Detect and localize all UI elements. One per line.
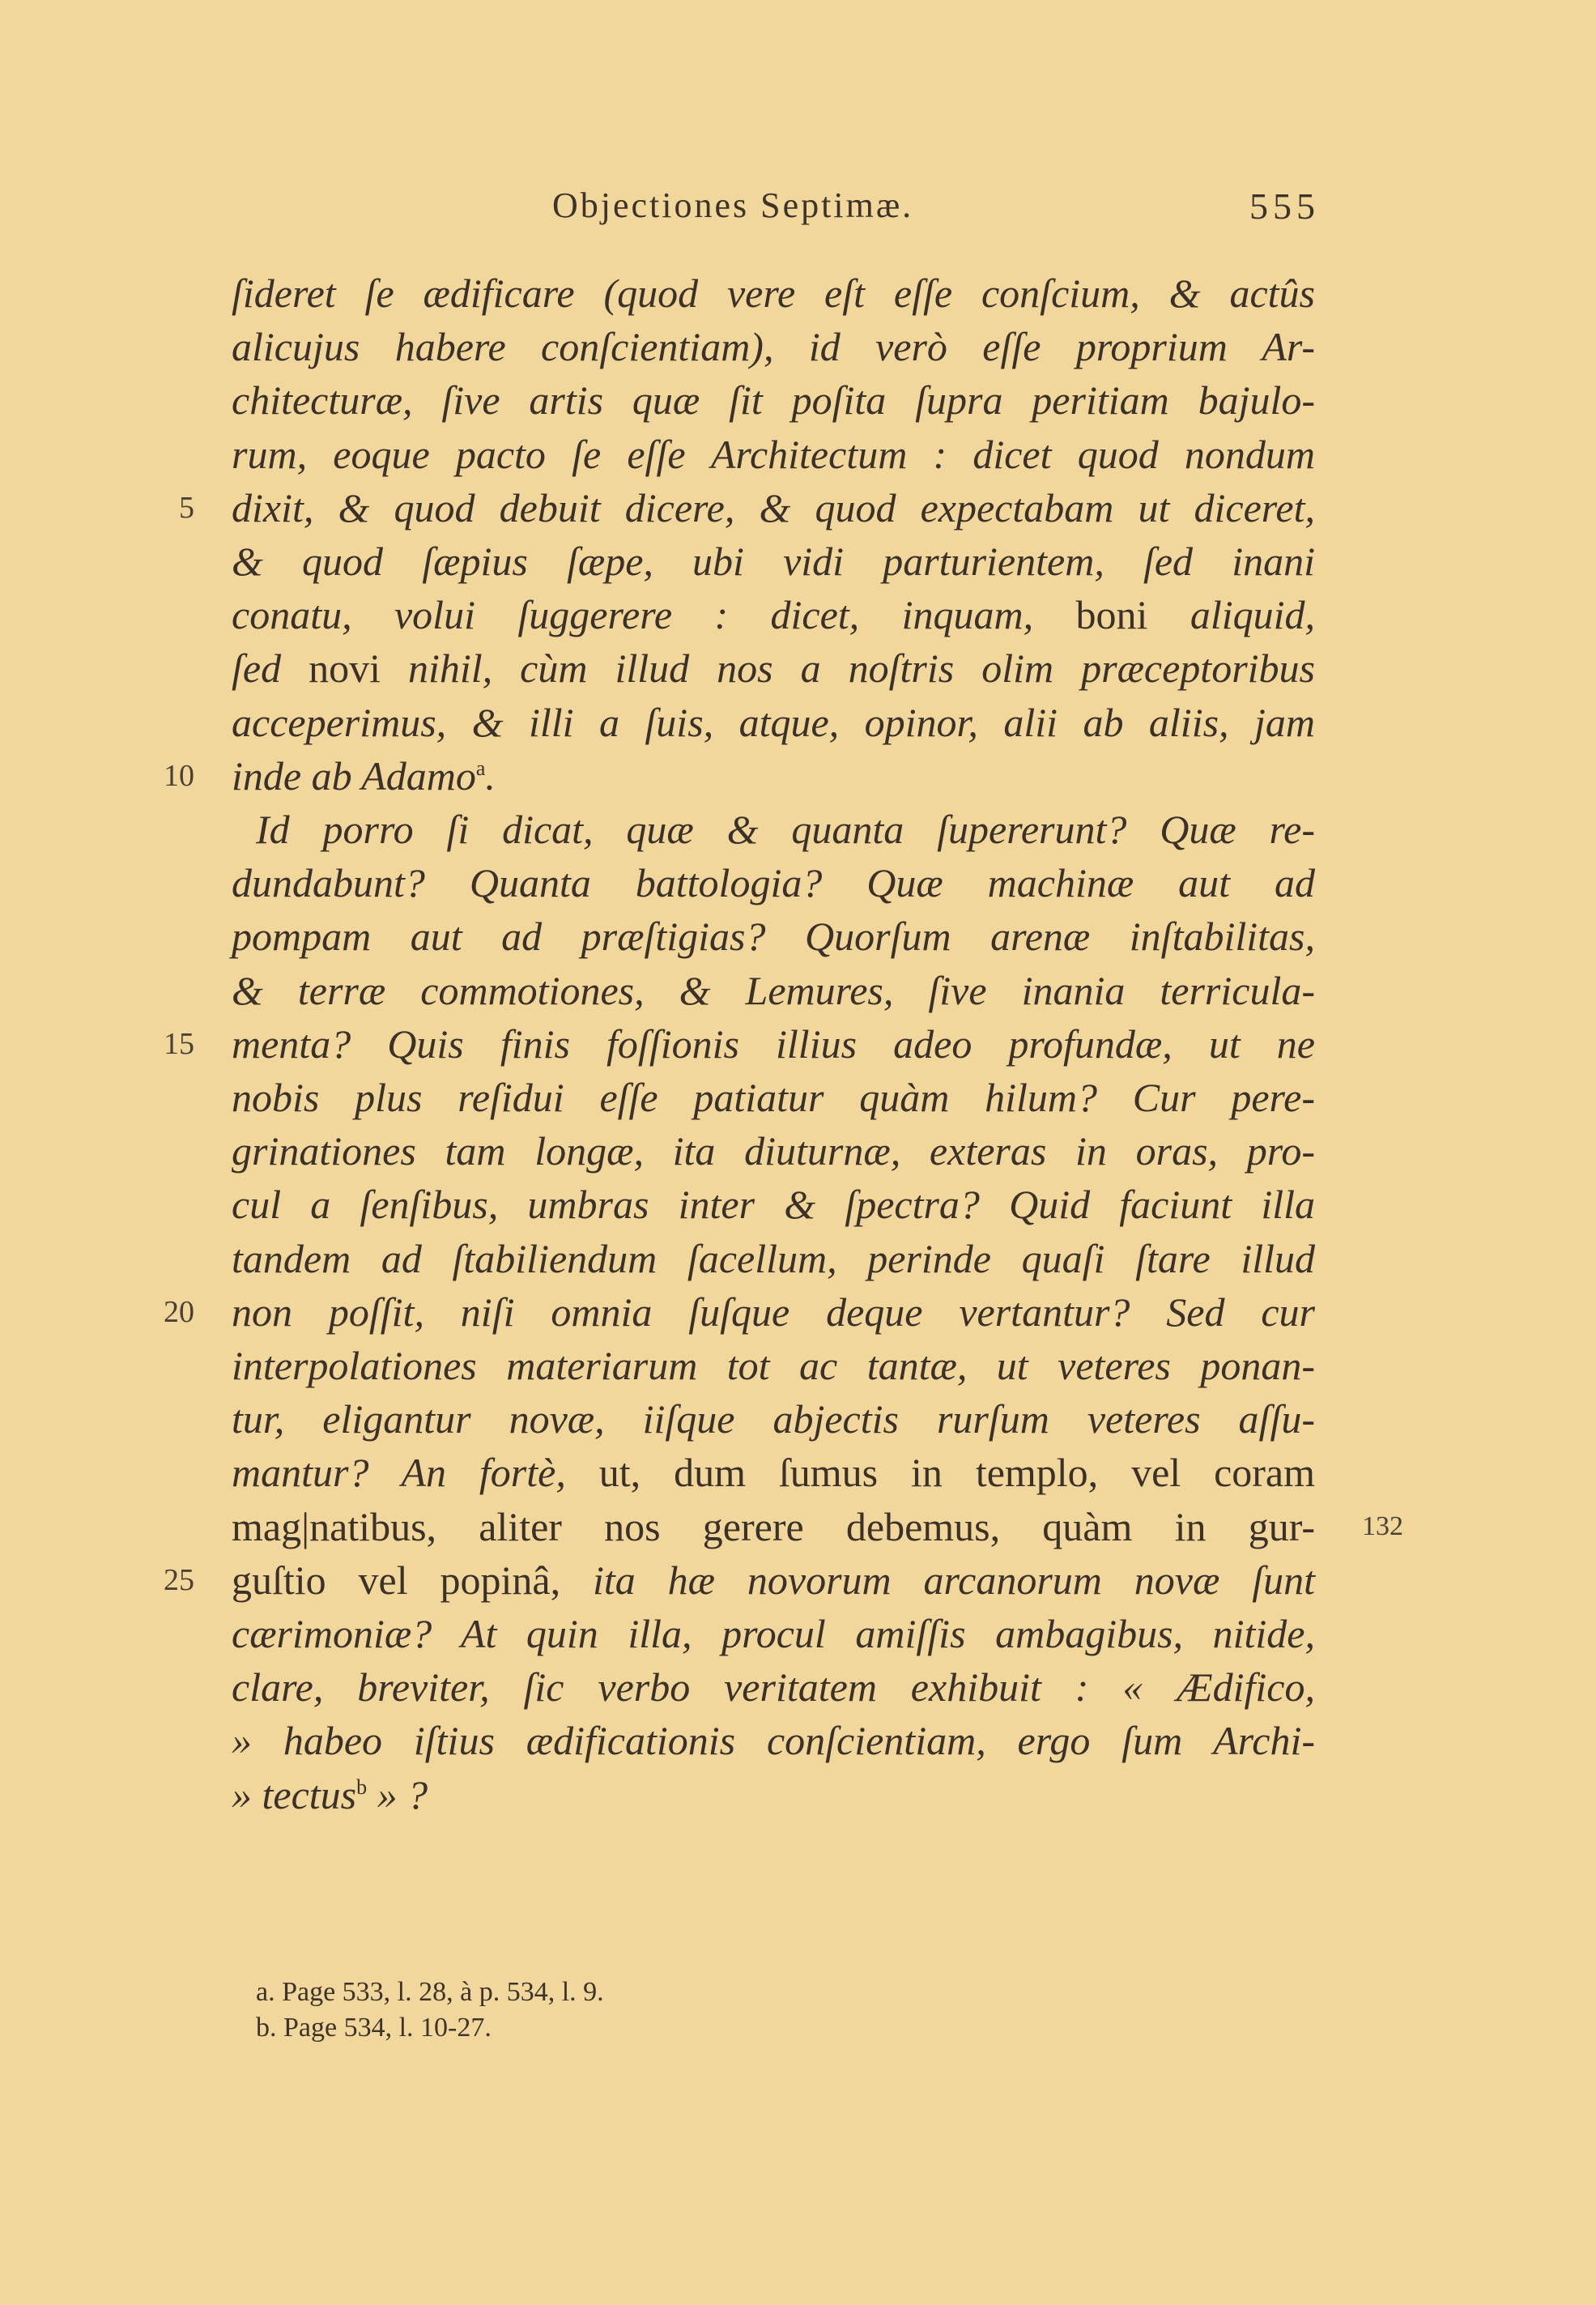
text-segment: ita hæ novorum arcanorum novæ ſunt	[593, 1557, 1316, 1603]
line-number: 25	[164, 1562, 194, 1597]
text-segment: pompam aut ad præſtigias? Quorſum arenæ inſtabilitas,	[232, 914, 1315, 960]
footnote: b. Page 534, l. 10-27.	[256, 2013, 492, 2043]
text-line	[232, 752, 1315, 800]
text-line	[232, 1288, 1315, 1336]
text-segment: » ?	[367, 1771, 428, 1817]
text-segment: » tectus	[232, 1771, 357, 1817]
text-segment: .	[485, 752, 496, 799]
text-line	[232, 966, 1315, 1015]
text-segment: Id porro ſi dicat, quæ & quanta ſupererunt? Quæ re-	[256, 807, 1315, 852]
text-line	[232, 1448, 1315, 1497]
text-segment: boni	[1075, 592, 1148, 638]
text-line	[232, 430, 1315, 479]
text-segment: tandem ad ſtabiliendum ſacellum, perinde quaſi ſtare illud	[232, 1235, 1315, 1281]
text-segment: & quod ſæpius ſæpe, ubi vidi parturientem, ſed inani	[232, 539, 1315, 584]
text-line	[232, 1073, 1315, 1122]
text-segment: alicujus habere conſcientiam), id verò eſſe proprium Ar-	[232, 324, 1315, 370]
text-segment: dixit, & quod debuit dicere, & quod expectabam ut diceret,	[232, 484, 1315, 530]
text-line	[232, 1341, 1315, 1390]
text-segment: cærimoniæ? At quin illa, procul amiſſis ambagibus, nitide,	[232, 1611, 1315, 1656]
text-segment: & terræ commotiones, & Lemures, ſive inania terricula-	[232, 967, 1315, 1013]
text-segment: inde ab Adamo	[232, 752, 476, 799]
text-line	[232, 376, 1315, 424]
text-line	[232, 1609, 1315, 1658]
text-line	[232, 1663, 1315, 1711]
text-segment: interpolationes materiarum tot ac tantæ, ut veteres ponan-	[232, 1343, 1315, 1388]
text-segment: » habeo iſtius ædificationis conſcientiam, ergo ſum Archi-	[232, 1718, 1315, 1764]
text-segment: grinationes tam longæ, ita diuturnæ, exteras in oras, pro-	[232, 1128, 1315, 1174]
text-segment: nobis plus reſidui eſſe patiatur quàm hilum? Cur pere-	[232, 1075, 1315, 1120]
text-line	[232, 1770, 1315, 1819]
text-segment: novi	[309, 645, 381, 692]
text-line	[232, 1127, 1315, 1175]
text-line	[232, 644, 1315, 692]
text-segment: mag|natibus, aliter nos gerere debemus, quàm in gur-	[232, 1503, 1315, 1549]
footnote-ref: a	[475, 756, 486, 780]
text-segment: conatu, volui ſuggerere : dicet, inquam,	[232, 592, 1076, 638]
text-line	[232, 1502, 1315, 1551]
text-segment: rum, eoque pacto ſe eſſe Architectum : dicet quod nondum	[232, 431, 1315, 477]
line-number: 20	[164, 1294, 194, 1329]
text-line	[232, 1234, 1315, 1283]
text-segment: menta? Quis finis foſſionis illius adeo profundæ, ut ne	[232, 1020, 1315, 1067]
text-segment: ſed	[232, 645, 309, 692]
text-segment: clare, breviter, ſic verbo veritatem exhibuit : « Ædifico,	[232, 1664, 1315, 1711]
page-number: 555	[1249, 185, 1320, 227]
footnote-ref: b	[356, 1775, 368, 1799]
text-segment: ſideret ſe ædificare (quod vere eſt eſſe conſcium, & actûs	[232, 271, 1315, 316]
text-segment: cul a ſenſibus, umbras inter & ſpectra? Quid faciunt illa	[232, 1182, 1315, 1228]
text-segment: nihil, cùm illud nos a noſtris olim præceptoribus	[381, 645, 1315, 692]
text-line	[232, 322, 1315, 371]
text-line	[232, 590, 1315, 639]
footnote: a. Page 533, l. 28, à p. 534, l. 9.	[256, 1977, 604, 2007]
text-line	[232, 1020, 1315, 1068]
text-segment: ut, dum ſumus in templo, vel coram	[598, 1450, 1316, 1496]
text-line	[232, 1556, 1315, 1604]
running-title: Objectiones Septimæ.	[552, 185, 914, 225]
text-segment: tur, eligantur novæ, iiſque abjectis rurſum veteres aſſu-	[232, 1396, 1315, 1442]
text-line	[232, 1180, 1315, 1229]
text-segment: aliquid,	[1147, 592, 1315, 638]
line-number: 10	[164, 758, 194, 793]
text-segment: non poſſit, niſi omnia ſuſque deque vertantur? Sed cur	[232, 1289, 1315, 1335]
text-line	[232, 1716, 1315, 1765]
text-line	[232, 698, 1315, 747]
marginal-page-ref: 132	[1362, 1510, 1403, 1541]
text-line	[232, 269, 1315, 317]
line-number: 15	[164, 1026, 194, 1061]
line-number: 5	[179, 490, 194, 525]
text-line	[232, 859, 1315, 907]
text-segment: chitecturæ, ſive artis quæ ſit poſita ſupra peritiam bajulo-	[232, 377, 1315, 424]
text-segment: dundabunt? Quanta battologia? Quæ machinæ aut ad	[232, 860, 1315, 906]
text-line	[232, 484, 1315, 532]
text-line	[256, 805, 1315, 854]
text-line	[232, 912, 1315, 961]
text-segment: mantur? An fortè,	[232, 1450, 599, 1496]
text-line	[232, 1395, 1315, 1443]
text-segment: acceperimus, & illi a ſuis, atque, opinor, alii ab aliis, jam	[232, 699, 1315, 745]
text-segment: guſtio vel popinâ,	[232, 1557, 593, 1603]
text-line	[232, 537, 1315, 586]
